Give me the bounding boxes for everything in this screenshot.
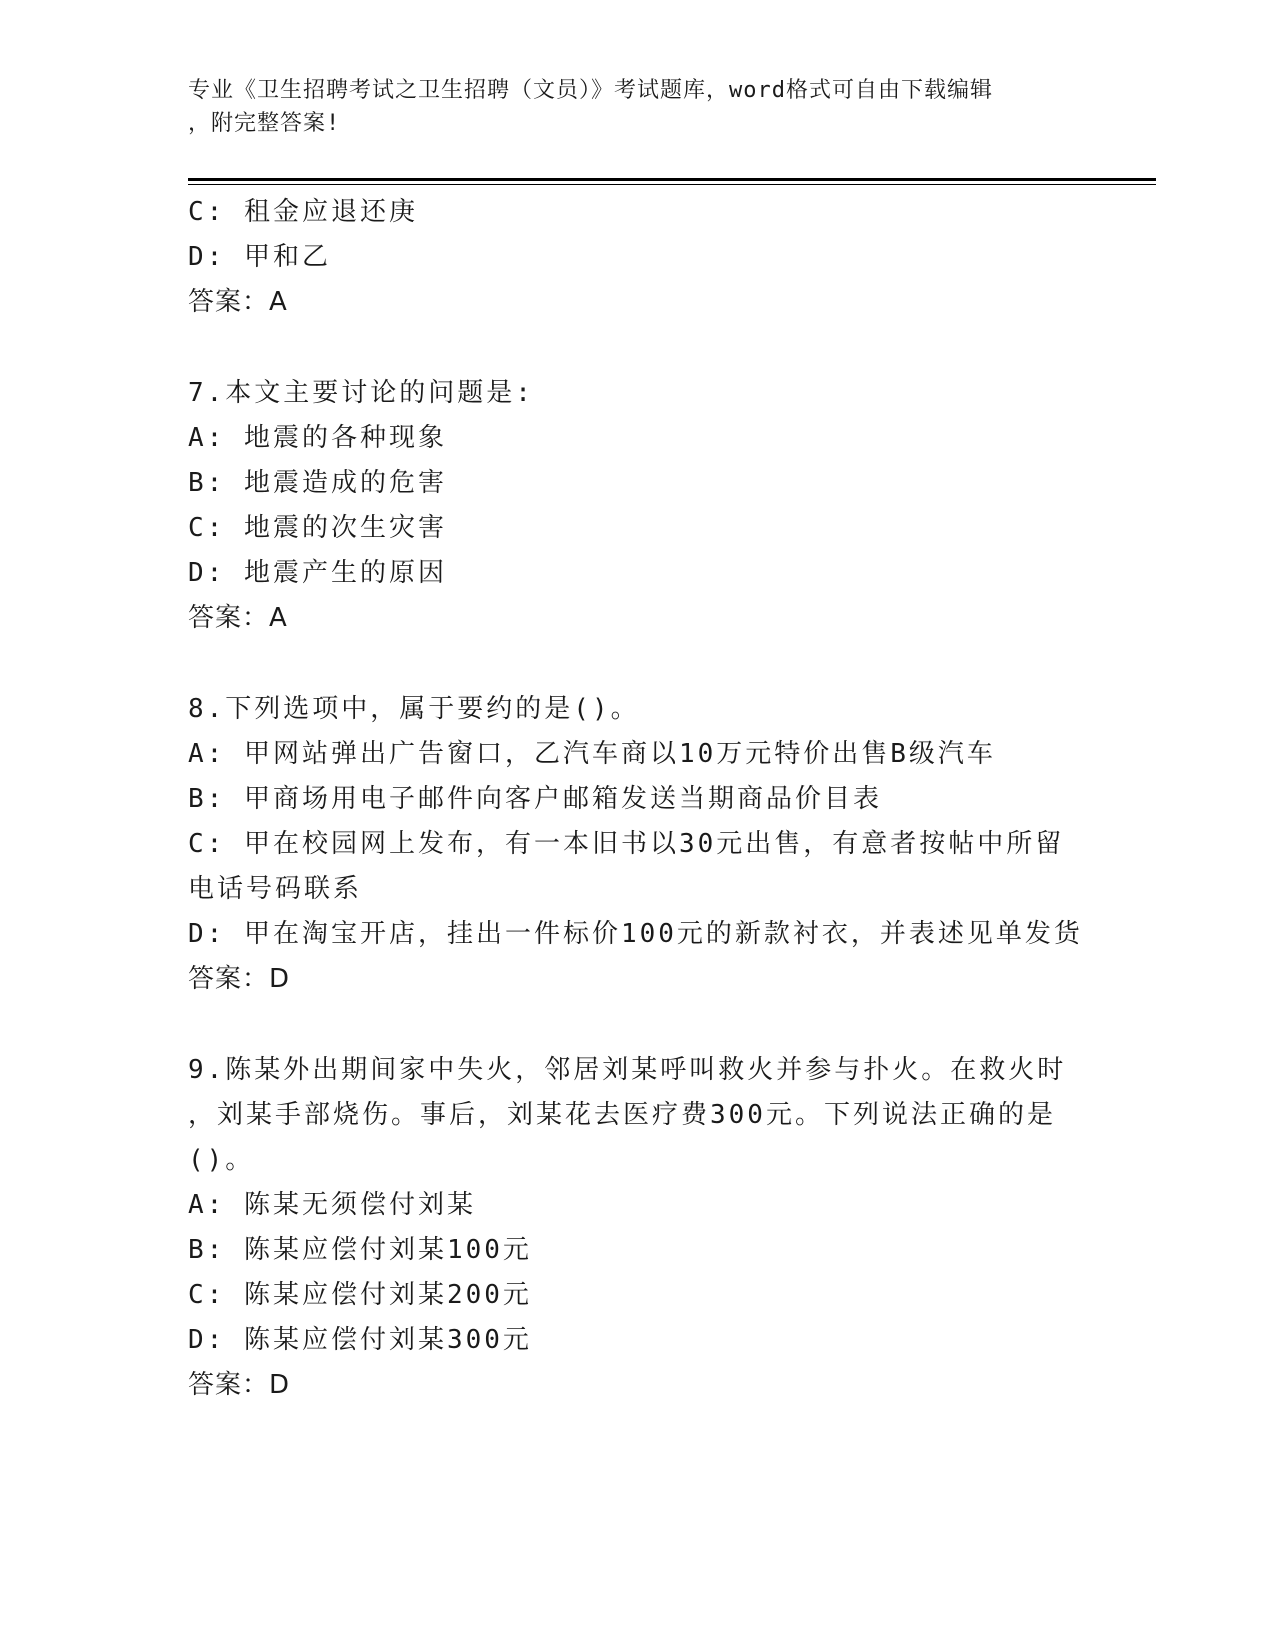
spacer [188, 325, 1088, 371]
option-c: C: 陈某应偿付刘某200元 [188, 1280, 532, 1310]
document-header [188, 74, 1068, 140]
question-8 [188, 687, 1088, 1002]
option-a: A: 陈某无须偿付刘某 [188, 1190, 476, 1220]
spacer [188, 641, 1088, 687]
answer-line: 答案：D [188, 964, 291, 994]
question-stem-continued: ，刘某手部烧伤。事后，刘某花去医疗费300元。下列说法正确的是 [188, 1100, 1056, 1130]
answer-line: 答案：A [188, 287, 288, 317]
answer-line: 答案：D [188, 1370, 291, 1400]
question-stem: 7.本文主要讨论的问题是: [188, 378, 534, 408]
option-c: C: 地震的次生灾害 [188, 513, 447, 543]
option-d: D: 陈某应偿付刘某300元 [188, 1325, 532, 1355]
option-c: C: 甲在校园网上发布，有一本旧书以30元出售，有意者按帖中所留 [188, 829, 1065, 859]
answer-line: 答案：A [188, 603, 288, 633]
option-d: D: 地震产生的原因 [188, 558, 447, 588]
option-a: A: 地震的各种现象 [188, 423, 447, 453]
option-a: A: 甲网站弹出广告窗口，乙汽车商以10万元特价出售B级汽车 [188, 739, 996, 769]
header-line-2: ，附完整答案! [188, 111, 341, 136]
question-stem: 8.下列选项中，属于要约的是()。 [188, 694, 640, 724]
question-content [188, 190, 1088, 1408]
spacer [188, 1002, 1088, 1048]
header-divider-thin [188, 184, 1156, 185]
option-b: B: 陈某应偿付刘某100元 [188, 1235, 532, 1265]
question-stem: 9.陈某外出期间家中失火，邻居刘某呼叫救火并参与扑火。在救火时 [188, 1055, 1067, 1085]
header-line-1: 专业《卫生招聘考试之卫生招聘（文员）》考试题库，word格式可自由下载编辑 [188, 78, 993, 103]
option-d: D: 甲在淘宝开店，挂出一件标价100元的新款衬衣，并表述见单发货 [188, 919, 1083, 949]
question-stem-continued: ()。 [188, 1145, 255, 1175]
option-b: B: 地震造成的危害 [188, 468, 447, 498]
option-c: C: 租金应退还庚 [188, 197, 418, 227]
question-9 [188, 1048, 1088, 1408]
option-b: B: 甲商场用电子邮件向客户邮箱发送当期商品价目表 [188, 784, 882, 814]
option-d: D: 甲和乙 [188, 242, 331, 272]
header-divider-thick [188, 178, 1156, 181]
question-7 [188, 371, 1088, 641]
option-c-continued: 电话号码联系 [188, 874, 363, 904]
partial-question [188, 190, 1088, 325]
